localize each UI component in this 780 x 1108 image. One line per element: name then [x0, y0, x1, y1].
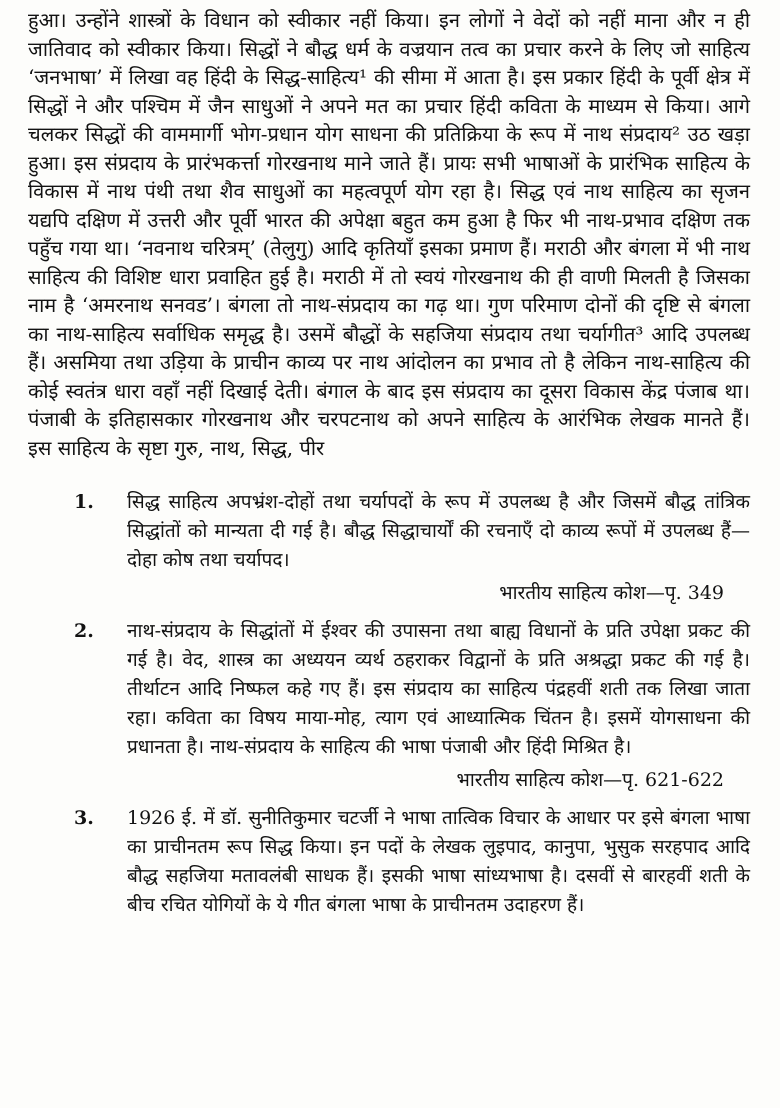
- footnote-body: [127, 617, 750, 804]
- footnote-text: नाथ-संप्रदाय के सिद्धांतों में ईश्वर की उपासना तथा बाह्य विधानों के प्रति उपेक्षा प्रकट की गई है। वेद, शास्त्र का अध्ययन व्यर्थ ठहराकर विद्वानों के प्रति अश्रद्धा प्रकट की गई है। तीर्थाटन आदि निष्फल कहे गए हैं। इस संप्रदाय का साहित्य पंद्रहवीं शती तक लिखा जाता रहा। कविता का विषय माया-मोह, त्याग एवं आध्यात्मिक चिंतन है। इसमें योगसाधना की प्रधानता है। नाथ-संप्रदाय के साहित्य की भाषा पंजाबी और हिंदी मिश्रित है।: [127, 620, 750, 758]
- footnote-citation: भारतीय साहित्य कोश—पृ. 621-622: [456, 769, 724, 791]
- footnote-body: [127, 804, 750, 920]
- footnote-citation: भारतीय साहित्य कोश—पृ. 349: [499, 582, 724, 604]
- footnote-text: 1926 ई. में डॉ. सुनीतिकुमार चटर्जी ने भाषा तात्विक विचार के आधार पर इसे बंगला भाषा का प्राचीनतम रूप सिद्ध किया। इन पदों के लेखक लुइपाद, कानुपा, भुसुक सरहपाद आदि बौद्ध सहजिया मतावलंबी साधक हैं। इसकी भाषा सांध्यभाषा है। दसवीं से बारहवीं शती के बीच रचित योगियों के ये गीत बंगला भाषा के प्राचीनतम उदाहरण हैं।: [127, 807, 750, 916]
- footnote-item-3: [74, 804, 750, 920]
- footnote-item-1: [74, 488, 750, 617]
- footnote-number: 2.: [74, 620, 94, 642]
- body-paragraph: हुआ। उन्होंने शास्त्रों के विधान को स्वीकार नहीं किया। इन लोगों ने वेदों को नहीं माना और न ही जातिवाद को स्वीकार किया। सिद्धों ने बौद्ध धर्म के वज्रयान तत्व का प्रचार करने के लिए जो साहित्य ‘जनभाषा’ में लिखा वह हिंदी के सिद्ध-साहित्य¹ की सीमा में आता है। इस प्रकार हिंदी के पूर्वी क्षेत्र में सिद्धों ने और पश्चिम में जैन साधुओं ने अपने मत का प्रचार हिंदी कविता के माध्यम से किया। आगे चलकर सिद्धों की वाममार्गी भोग-प्रधान योग साधना की प्रतिक्रिया के रूप में नाथ संप्रदाय² उठ खड़ा हुआ। इस संप्रदाय के प्रारंभकर्त्ता गोरखनाथ माने जाते हैं। प्रायः सभी भाषाओं के प्रारंभिक साहित्य के विकास में नाथ पंथी तथा शैव साधुओं का महत्वपूर्ण योग रहा है। सिद्ध एवं नाथ साहित्य का सृजन यद्यपि दक्षिण में उत्तरी और पूर्वी भारत की अपेक्षा बहुत कम हुआ है फिर भी नाथ-प्रभाव दक्षिण तक पहुँच गया था। ‘नवनाथ चरित्रम्’ (तेलुगु) आदि कृतियाँ इसका प्रमाण हैं। मराठी और बंगला में भी नाथ साहित्य की विशिष्ट धारा प्रवाहित हुई है। मराठी में तो स्वयं गोरखनाथ की ही वाणी मिलती है जिसका नाम है ‘अमरनाथ सनवड’। बंगला तो नाथ-संप्रदाय का गढ़ था। गुण परिमाण दोनों की दृष्टि से बंगला का नाथ-साहित्य सर्वाधिक समृद्ध है। उसमें बौद्धों के सहजिया संप्रदाय तथा चर्यागीत³ आदि उपलब्ध हैं। असमिया तथा उड़िया के प्राचीन काव्य पर नाथ आंदोलन का प्रभाव तो है लेकिन नाथ-साहित्य की कोई स्वतंत्र धारा वहाँ नहीं दिखाई देती। बंगाल के बाद इस संप्रदाय का दूसरा विकास केंद्र पंजाब था। पंजाबी के इतिहासकार गोरखनाथ और चरपटनाथ को अपने साहित्य के आरंभिक लेखक मानते हैं। इस साहित्य के सृष्टा गुरु, नाथ, सिद्ध, पीर: [28, 8, 750, 460]
- footnote-body: [127, 488, 750, 617]
- footnotes-section: [28, 488, 750, 920]
- footnote-number: 1.: [74, 491, 94, 513]
- footnote-number: 3.: [74, 807, 94, 829]
- footnote-item-2: [74, 617, 750, 804]
- footnote-text: सिद्ध साहित्य अपभ्रंश-दोहों तथा चर्यापदों के रूप में उपलब्ध है और जिसमें बौद्ध तांत्रिक सिद्धांतों को मान्यता दी गई है। बौद्ध सिद्धाचार्यों की रचनाएँ दो काव्य रूपों में उपलब्ध हैं—दोहा कोष तथा चर्यापद।: [127, 491, 750, 571]
